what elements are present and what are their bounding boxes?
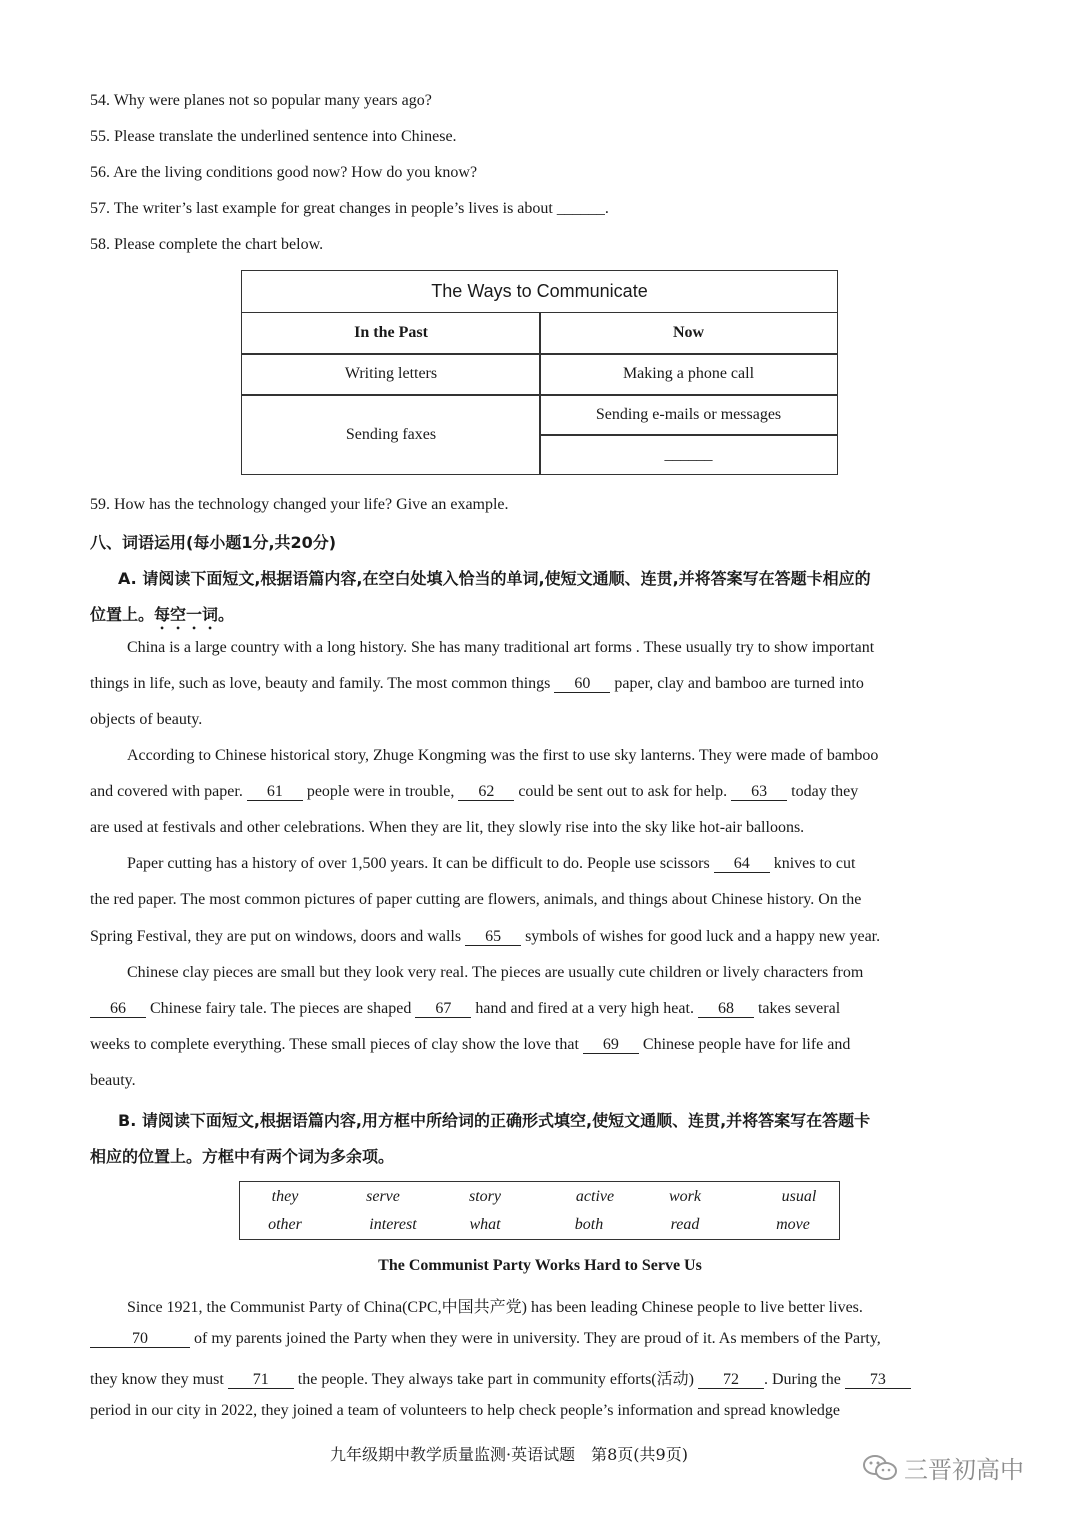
section-8-heading: 八、词语运用(每小题1分,共20分) [90, 533, 337, 552]
blank-71: 71 [228, 1372, 294, 1389]
text: Chinese fairy tale. The pieces are shaped [150, 1000, 412, 1017]
blank-70: 70 [90, 1331, 190, 1348]
part-a-line [90, 928, 990, 946]
part-a-line [127, 855, 1027, 873]
chart-cell-now-1: Making a phone call [622, 365, 755, 382]
blank-60: 60 [554, 676, 610, 693]
part-a-line: objects of beauty. [90, 711, 203, 728]
text: they know they must [90, 1371, 224, 1388]
chart-cell-past-2: Sending faxes [345, 426, 437, 443]
text: weeks to complete everything. These small pieces of clay show the love that [90, 1036, 579, 1053]
text: Chinese people have for life and [642, 1036, 851, 1053]
part-a-line: According to Chinese historical story, Zhuge Kongming was the first to use sky lanterns. They were made of bamboo [127, 747, 879, 764]
part-a-line: China is a large country with a long history. She has many traditional art forms . These usually try to show important [127, 639, 875, 656]
part-b-instruction-2: 相应的位置上。方框中有两个词为多余项。 [90, 1147, 395, 1166]
text: . During the [763, 1371, 841, 1388]
instr-text: 。 [218, 605, 235, 624]
part-a-instruction-2 [90, 602, 990, 633]
part-b-line [90, 1330, 990, 1348]
communication-chart [241, 270, 838, 475]
blank-73: 73 [845, 1372, 911, 1389]
word-bank-item: move [776, 1216, 810, 1233]
chart-cell-now-2a: Sending e-mails or messages [595, 406, 782, 423]
part-a-line [90, 1000, 990, 1018]
word-bank-item: work [669, 1188, 701, 1205]
instr-text: 位置上。 [90, 605, 155, 624]
word-bank-item: interest [369, 1216, 417, 1233]
wechat-icon [862, 1454, 898, 1482]
part-b-instruction-1: B. 请阅读下面短文,根据语篇内容,用方框中所给词的正确形式填空,使短文通顺、连贯,并将答案写在答题卡 [118, 1111, 871, 1130]
question-55: 55. Please translate the underlined sentence into Chinese. [90, 128, 457, 145]
page-footer: 九年级期中教学质量监测·英语试题 第8页(共9页) [330, 1445, 688, 1464]
blank-63: 63 [731, 784, 787, 801]
part-a-line: Chinese clay pieces are small but they look very real. The pieces are usually cute children or lively characters from [127, 964, 864, 981]
question-59: 59. How has the technology changed your life? Give an example. [90, 496, 509, 513]
text: and covered with paper. [90, 783, 243, 800]
blank-69: 69 [583, 1037, 639, 1054]
text: hand and fired at a very high heat. [475, 1000, 694, 1017]
text: could be sent out to ask for help. [518, 783, 728, 800]
word-bank-item: read [670, 1216, 700, 1233]
text: of my parents joined the Party when they were in university. They are proud of it. As members of the Party, [194, 1330, 881, 1347]
question-57: 57. The writer’s last example for great changes in people’s lives is about ______. [90, 200, 609, 217]
emphasized-text: 每空一词 [154, 605, 219, 624]
text: Spring Festival, they are put on windows, doors and walls [90, 928, 462, 945]
watermark-text: 三晋初高中 [904, 1456, 1024, 1484]
text: knives to cut [773, 855, 856, 872]
chart-header-now: Now [672, 324, 705, 341]
word-bank-item: usual [781, 1188, 817, 1205]
part-b-line: period in our city in 2022, they joined a team of volunteers to help check people’s information and spread knowledge [90, 1402, 841, 1419]
blank-67: 67 [415, 1001, 471, 1018]
part-a-instruction-1: A. 请阅读下面短文,根据语篇内容,在空白处填入恰当的单词,使短文通顺、连贯,并将答案写在答题卡相应的 [118, 569, 871, 588]
text: takes several [757, 1000, 841, 1017]
chart-header-past: In the Past [354, 324, 428, 341]
chart-cell-now-2b-blank: ______ [664, 446, 713, 463]
question-56: 56. Are the living conditions good now? How do you know? [90, 164, 478, 181]
part-a-line: beauty. [90, 1072, 136, 1089]
text: Paper cutting has a history of over 1,500 years. It can be difficult to do. People use scissors [127, 855, 710, 872]
part-a-line: are used at festivals and other celebrations. When they are lit, they slowly rise into the sky like hot-air balloons. [90, 819, 805, 836]
word-bank-item: active [575, 1188, 615, 1205]
text: symbols of wishes for good luck and a happy new year. [525, 928, 881, 945]
text: people were in trouble, [306, 783, 455, 800]
word-bank-item: serve [366, 1188, 400, 1205]
blank-62: 62 [458, 784, 514, 801]
word-bank-item: other [268, 1216, 302, 1233]
chart-divider [539, 313, 541, 475]
chart-cell-past-1: Writing letters [344, 365, 438, 382]
text: the people. They always take part in community efforts(活动) [297, 1371, 694, 1388]
blank-61: 61 [247, 784, 303, 801]
part-b-line [90, 1366, 990, 1389]
blank-66: 66 [90, 1001, 146, 1018]
text: things in life, such as love, beauty and family. The most common things [90, 675, 551, 692]
blank-64: 64 [714, 856, 770, 873]
part-a-line [90, 1036, 990, 1054]
chart-title: The Ways to Communicate [242, 271, 837, 313]
word-bank-item: both [574, 1216, 604, 1233]
part-a-line [90, 675, 990, 693]
chart-divider [540, 434, 837, 436]
word-bank-item: they [271, 1188, 299, 1205]
blank-65: 65 [465, 929, 521, 946]
text: paper, clay and bamboo are turned into [614, 675, 864, 692]
blank-72: 72 [698, 1372, 764, 1389]
blank-68: 68 [698, 1001, 754, 1018]
question-54: 54. Why were planes not so popular many years ago? [90, 92, 432, 109]
word-bank-box [239, 1181, 840, 1240]
question-58: 58. Please complete the chart below. [90, 236, 324, 253]
part-a-line: the red paper. The most common pictures of paper cutting are flowers, animals, and things about Chinese history. On the [90, 891, 862, 908]
text: today they [791, 783, 859, 800]
part-a-line [90, 783, 990, 801]
watermark [862, 1450, 1024, 1485]
word-bank-item: what [469, 1216, 501, 1233]
part-b-line: Since 1921, the Communist Party of China(CPC,中国共产党) has been leading Chinese people to live better lives. [127, 1299, 863, 1316]
article-title: The Communist Party Works Hard to Serve Us [378, 1257, 702, 1274]
word-bank-item: story [469, 1188, 501, 1205]
